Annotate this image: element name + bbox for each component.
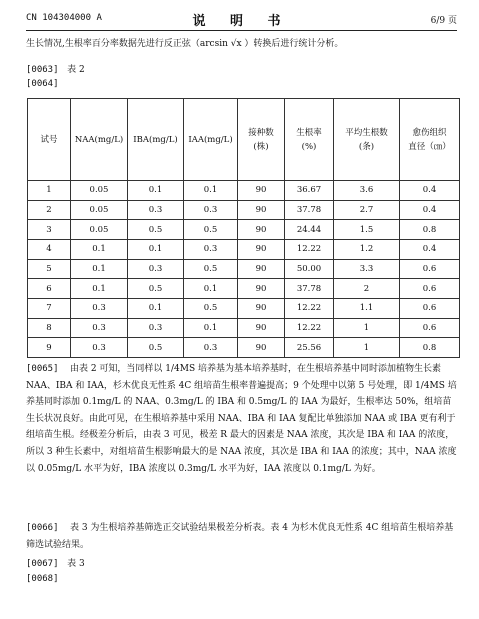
paragraph-text: 表 3 为生根培养基筛选正交试验结果极差分析表。表 4 为杉木优良无性系 4C 组培苗生根培养基筛选试验结果。 xyxy=(26,523,454,550)
paragraph-text: 由表 2 可知，当同样以 1/4MS 培养基为基本培养基时，在生根培养基中同时添加植物生长素 NAA、IBA 和 IAA，杉木优良无性系 4C 组培苗生根率普遍提高；9 个处理中以第 5 号处理，即 1/4MS 培养基同时添加 0.1mg/L 的 NAA、0.3mg/L 的 IBA 和 0.5mg/L 的 IAA 为最好，生根率达 50%，组培苗生长状况良好。由此可见，在生根培养基中采用 NAA、IBA 和 IAA 复配比单独添加 NAA 或 IBA 更有利于组培苗生根。经极差分析后，由表 3 可见，极差 R 最大的因素是 NAA 浓度，其次是 IBA 和 IAA 的浓度，所以 3 种生长素中，对组培苗生根影响最大的是 NAA 浓度，其次是 IBA 和 IAA 的浓度；其中，NAA 浓度以 0.05mg/L 水平为好，IBA 浓度以 0.3mg/L 水平为好，IAA 浓度以 0.1mg/L 为好。 xyxy=(26,364,457,474)
table-cell: 1.5 xyxy=(334,220,400,240)
table-cell: 2 xyxy=(334,279,400,299)
table-cell: 0.3 xyxy=(184,338,238,358)
paragraph-tag: [0068] xyxy=(26,574,59,584)
col-header-naa: NAA(mg/L) xyxy=(71,99,128,181)
table-cell: 0.1 xyxy=(71,259,128,279)
table-cell: 0.5 xyxy=(128,279,184,299)
table-cell: 1.2 xyxy=(334,240,400,260)
table-cell: 90 xyxy=(238,279,285,299)
table-cell: 0.3 xyxy=(128,318,184,338)
paragraph-0067 xyxy=(26,556,85,569)
table-cell: 0.6 xyxy=(400,318,460,338)
table-cell: 0.1 xyxy=(71,279,128,299)
table-cell: 90 xyxy=(238,220,285,240)
col-header-iba: IBA(mg/L) xyxy=(128,99,184,181)
table-cell: 3.6 xyxy=(334,181,400,201)
paragraph-tag: [0066] xyxy=(26,523,59,533)
paragraph-0063 xyxy=(26,62,85,75)
paragraph-tag: [0067] xyxy=(26,559,59,569)
paragraph-tag: [0065] xyxy=(26,364,59,374)
table-cell: 7 xyxy=(28,299,71,319)
publication-number: CN 104304000 A xyxy=(26,13,102,23)
table-cell: 90 xyxy=(238,338,285,358)
table-cell: 90 xyxy=(238,259,285,279)
table-cell: 0.4 xyxy=(400,240,460,260)
table-cell: 0.5 xyxy=(184,259,238,279)
table-cell: 1.1 xyxy=(334,299,400,319)
table-cell: 0.05 xyxy=(71,220,128,240)
table-cell: 2.7 xyxy=(334,200,400,220)
table-cell: 90 xyxy=(238,181,285,201)
col-header-callus: 愈伤组织 直径（㎝） xyxy=(400,99,460,181)
table-cell: 4 xyxy=(28,240,71,260)
col-header-inoculated: 接种数 (株) xyxy=(238,99,285,181)
table-row xyxy=(28,240,460,260)
table-cell: 0.3 xyxy=(71,318,128,338)
table-row xyxy=(28,220,460,240)
table-cell: 12.22 xyxy=(285,318,334,338)
table-cell: 0.05 xyxy=(71,181,128,201)
table-cell: 37.78 xyxy=(285,200,334,220)
table-caption: 表 2 xyxy=(67,65,85,75)
table-row xyxy=(28,318,460,338)
paragraph-tag: [0064] xyxy=(26,79,59,89)
table-body xyxy=(28,181,460,358)
intro-line: 生长情况,生根率百分率数据先进行反正弦（arcsin √x ）转换后进行统计分析。 xyxy=(26,39,344,49)
table-cell: 0.3 xyxy=(128,200,184,220)
table-cell: 3.3 xyxy=(334,259,400,279)
table-row xyxy=(28,259,460,279)
col-header-rooting-rate: 生根率 (%) xyxy=(285,99,334,181)
col-header-avg-roots: 平均生根数 (条) xyxy=(334,99,400,181)
col-header-trial: 试号 xyxy=(28,99,71,181)
table-row xyxy=(28,279,460,299)
table-row xyxy=(28,200,460,220)
paragraph-0064 xyxy=(26,79,59,89)
table-cell: 0.8 xyxy=(400,220,460,240)
table-cell: 0.4 xyxy=(400,181,460,201)
table-caption: 表 3 xyxy=(67,559,85,569)
table-cell: 1 xyxy=(334,318,400,338)
table-cell: 0.1 xyxy=(184,318,238,338)
table-cell: 50.00 xyxy=(285,259,334,279)
table-cell: 0.1 xyxy=(184,279,238,299)
table-cell: 0.6 xyxy=(400,279,460,299)
table-cell: 0.1 xyxy=(71,240,128,260)
table-cell: 0.3 xyxy=(71,338,128,358)
table-cell: 0.8 xyxy=(400,338,460,358)
page-number: 6/9 页 xyxy=(430,16,457,26)
table-cell: 0.6 xyxy=(400,299,460,319)
table-cell: 0.5 xyxy=(184,220,238,240)
table-cell: 9 xyxy=(28,338,71,358)
table-cell: 0.1 xyxy=(128,181,184,201)
table-cell: 6 xyxy=(28,279,71,299)
table-cell: 1 xyxy=(28,181,71,201)
table-cell: 0.6 xyxy=(400,259,460,279)
paragraph-0066 xyxy=(26,520,458,553)
table-cell: 0.3 xyxy=(128,259,184,279)
table-row xyxy=(28,299,460,319)
table-cell: 12.22 xyxy=(285,299,334,319)
data-table xyxy=(27,98,460,358)
document-title: 说 明 书 xyxy=(192,14,291,29)
table-cell: 0.3 xyxy=(184,200,238,220)
table-cell: 0.1 xyxy=(184,181,238,201)
table-cell: 36.67 xyxy=(285,181,334,201)
table-cell: 0.3 xyxy=(71,299,128,319)
table-row xyxy=(28,338,460,358)
table-cell: 0.4 xyxy=(400,200,460,220)
paragraph-tag: [0063] xyxy=(26,65,59,75)
table-cell: 1 xyxy=(334,338,400,358)
table-cell: 0.5 xyxy=(128,338,184,358)
table-cell: 12.22 xyxy=(285,240,334,260)
table-cell: 0.05 xyxy=(71,200,128,220)
paragraph-0068 xyxy=(26,574,59,584)
header-rule xyxy=(26,30,457,31)
table-cell: 3 xyxy=(28,220,71,240)
table-cell: 90 xyxy=(238,200,285,220)
paragraph-0065 xyxy=(26,361,458,477)
table-cell: 0.1 xyxy=(128,299,184,319)
table-cell: 0.1 xyxy=(128,240,184,260)
table-cell: 24.44 xyxy=(285,220,334,240)
table-cell: 0.3 xyxy=(184,240,238,260)
table-cell: 25.56 xyxy=(285,338,334,358)
table-cell: 8 xyxy=(28,318,71,338)
table-row xyxy=(28,181,460,201)
table-cell: 2 xyxy=(28,200,71,220)
table-cell: 0.5 xyxy=(128,220,184,240)
table-cell: 37.78 xyxy=(285,279,334,299)
col-header-iaa: IAA(mg/L) xyxy=(184,99,238,181)
table-cell: 90 xyxy=(238,299,285,319)
table-cell: 90 xyxy=(238,318,285,338)
table-cell: 0.5 xyxy=(184,299,238,319)
table-header-row xyxy=(28,99,460,181)
table-cell: 90 xyxy=(238,240,285,260)
page-header xyxy=(26,10,457,30)
table-cell: 5 xyxy=(28,259,71,279)
